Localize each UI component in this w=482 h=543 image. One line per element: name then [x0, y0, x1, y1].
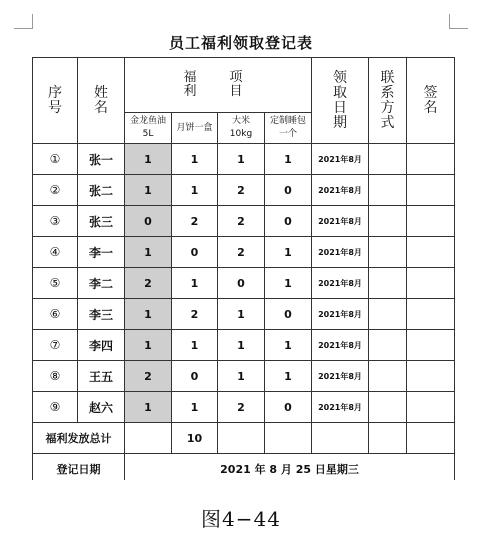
row-bag-qty: 1	[265, 268, 312, 299]
row-rice-qty: 2	[218, 206, 265, 237]
row-contact	[369, 268, 407, 299]
header-receive-date-char-3: 日	[333, 99, 348, 116]
header-name	[78, 58, 125, 144]
row-signature	[407, 299, 455, 330]
header-item-oil-spec: 5L	[142, 129, 154, 139]
table-body-rows	[33, 144, 455, 423]
row-bag-qty: 0	[265, 299, 312, 330]
row-contact	[369, 144, 407, 175]
header-contact-char-4: 式	[380, 114, 395, 131]
total-cell-oil	[125, 423, 172, 454]
row-seq: ③	[33, 206, 78, 237]
row-seq: ①	[33, 144, 78, 175]
crop-mark-top-left	[14, 14, 33, 29]
header-item-rice-spec: 10kg	[229, 129, 253, 139]
row-name: 王五	[78, 361, 125, 392]
header-receive-date	[312, 58, 369, 144]
figure-caption: 图4−44	[201, 507, 281, 531]
row-seq: ⑦	[33, 330, 78, 361]
row-seq: ⑥	[33, 299, 78, 330]
row-receive-date: 2021年8月	[312, 144, 369, 175]
header-welfare-line-2: 利 目	[183, 84, 253, 99]
row-seq: ⑤	[33, 268, 78, 299]
row-seq: ⑨	[33, 392, 78, 423]
row-signature	[407, 392, 455, 423]
header-receive-date-char-4: 期	[333, 114, 348, 131]
row-bag-qty: 1	[265, 330, 312, 361]
row-receive-date: 2021年8月	[312, 237, 369, 268]
total-cell-signature	[407, 423, 455, 454]
row-mooncake-qty: 2	[172, 299, 218, 330]
row-rice-qty: 0	[218, 268, 265, 299]
table-row	[33, 175, 455, 206]
row-mooncake-qty: 1	[172, 330, 218, 361]
row-mooncake-qty: 1	[172, 392, 218, 423]
row-receive-date: 2021年8月	[312, 206, 369, 237]
header-contact-char-3: 方	[380, 99, 395, 116]
row-oil-qty: 1	[125, 392, 172, 423]
header-receive-date-char-2: 取	[333, 84, 348, 101]
row-mooncake-qty: 1	[172, 144, 218, 175]
table-row	[33, 237, 455, 268]
header-contact-char-2: 系	[380, 84, 395, 101]
total-cell-rice	[218, 423, 265, 454]
row-signature	[407, 330, 455, 361]
row-oil-qty: 1	[125, 330, 172, 361]
row-oil-qty: 1	[125, 175, 172, 206]
row-seq: ④	[33, 237, 78, 268]
row-bag-qty: 1	[265, 361, 312, 392]
row-oil-qty: 1	[125, 144, 172, 175]
table-title: 员工福利领取登记表	[168, 34, 313, 52]
table-row	[33, 361, 455, 392]
header-item-bag-spec: 一个	[279, 129, 298, 139]
header-item-mooncake-name: 月饼一盒	[176, 122, 213, 133]
row-receive-date: 2021年8月	[312, 392, 369, 423]
row-rice-qty: 2	[218, 392, 265, 423]
row-name: 李一	[78, 237, 125, 268]
table-row	[33, 144, 455, 175]
header-signature-char-1: 签	[423, 84, 438, 101]
row-contact	[369, 237, 407, 268]
row-name: 赵六	[78, 392, 125, 423]
row-bag-qty: 1	[265, 144, 312, 175]
header-item-mooncake	[172, 113, 218, 144]
row-oil-qty: 2	[125, 361, 172, 392]
row-name: 张三	[78, 206, 125, 237]
header-item-oil-name: 金龙鱼油	[129, 116, 166, 126]
header-name-char-1: 姓	[94, 84, 108, 101]
total-value: 10	[172, 423, 218, 454]
row-mooncake-qty: 2	[172, 206, 218, 237]
row-oil-qty: 0	[125, 206, 172, 237]
row-name: 张二	[78, 175, 125, 206]
row-contact	[369, 299, 407, 330]
row-rice-qty: 2	[218, 175, 265, 206]
header-item-rice	[218, 113, 265, 144]
row-mooncake-qty: 0	[172, 237, 218, 268]
row-signature	[407, 206, 455, 237]
row-signature	[407, 144, 455, 175]
row-oil-qty: 1	[125, 299, 172, 330]
row-oil-qty: 2	[125, 268, 172, 299]
row-receive-date: 2021年8月	[312, 175, 369, 206]
header-seq-char-1: 序	[48, 84, 62, 101]
header-item-rice-name: 大米	[231, 116, 250, 126]
welfare-register-table	[32, 57, 455, 480]
header-item-oil	[125, 113, 172, 144]
row-name: 李四	[78, 330, 125, 361]
row-rice-qty: 1	[218, 144, 265, 175]
row-rice-qty: 1	[218, 330, 265, 361]
header-name-char-2: 名	[94, 99, 108, 116]
row-rice-qty: 1	[218, 361, 265, 392]
row-name: 李三	[78, 299, 125, 330]
table-row	[33, 206, 455, 237]
row-rice-qty: 1	[218, 299, 265, 330]
row-mooncake-qty: 1	[172, 268, 218, 299]
row-contact	[369, 206, 407, 237]
total-cell-date	[312, 423, 369, 454]
header-seq-char-2: 号	[48, 99, 62, 116]
registration-date-label: 登记日期	[33, 454, 125, 481]
row-bag-qty: 0	[265, 175, 312, 206]
document-page	[14, 0, 468, 480]
row-bag-qty: 0	[265, 392, 312, 423]
header-welfare-line-1: 福 项	[183, 70, 253, 85]
row-name: 张一	[78, 144, 125, 175]
header-item-bag-name: 定制睡包	[270, 116, 307, 126]
row-signature	[407, 268, 455, 299]
row-signature	[407, 361, 455, 392]
table-row	[33, 392, 455, 423]
total-cell-bag	[265, 423, 312, 454]
header-signature-char-2: 名	[423, 99, 438, 116]
table-row	[33, 268, 455, 299]
header-signature	[407, 58, 455, 144]
crop-mark-top-right	[449, 14, 468, 29]
header-contact-char-1: 联	[380, 69, 395, 86]
row-seq: ②	[33, 175, 78, 206]
row-contact	[369, 392, 407, 423]
row-bag-qty: 0	[265, 206, 312, 237]
total-label: 福利发放总计	[33, 423, 125, 454]
row-signature	[407, 175, 455, 206]
header-contact	[369, 58, 407, 144]
header-welfare-items	[125, 58, 312, 113]
header-seq	[33, 58, 78, 144]
row-contact	[369, 330, 407, 361]
row-oil-qty: 1	[125, 237, 172, 268]
table-row	[33, 330, 455, 361]
row-receive-date: 2021年8月	[312, 330, 369, 361]
row-rice-qty: 2	[218, 237, 265, 268]
row-contact	[369, 361, 407, 392]
row-receive-date: 2021年8月	[312, 361, 369, 392]
header-item-bag	[265, 113, 312, 144]
row-receive-date: 2021年8月	[312, 299, 369, 330]
row-signature	[407, 237, 455, 268]
total-cell-contact	[369, 423, 407, 454]
table-row	[33, 299, 455, 330]
registration-date-value: 2021 年 8 月 25 日星期三	[125, 454, 455, 481]
row-bag-qty: 1	[265, 237, 312, 268]
row-receive-date: 2021年8月	[312, 268, 369, 299]
row-contact	[369, 175, 407, 206]
row-name: 李二	[78, 268, 125, 299]
row-mooncake-qty: 0	[172, 361, 218, 392]
row-mooncake-qty: 1	[172, 175, 218, 206]
header-receive-date-char-1: 领	[333, 69, 348, 86]
row-seq: ⑧	[33, 361, 78, 392]
